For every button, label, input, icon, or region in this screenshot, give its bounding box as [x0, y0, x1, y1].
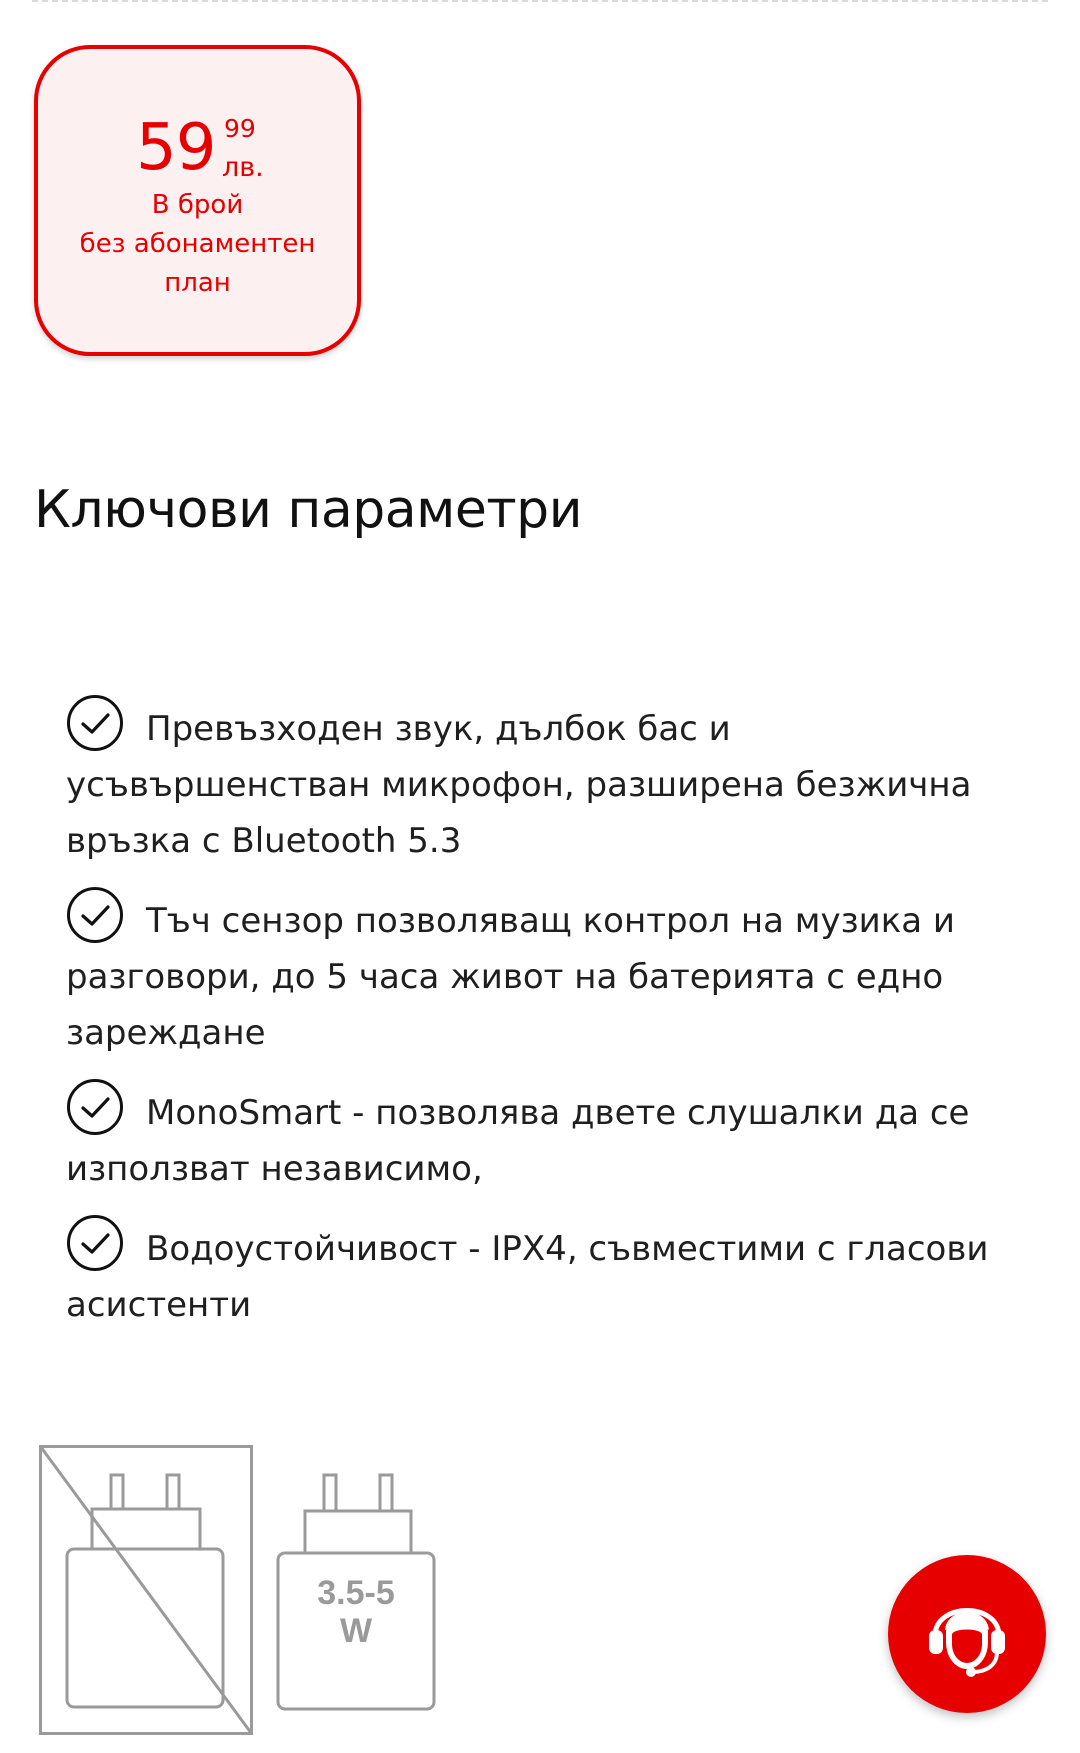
feature-item — [66, 1078, 1026, 1197]
price-card[interactable] — [34, 45, 361, 356]
check-circle-icon — [66, 1078, 124, 1136]
feature-item — [66, 1214, 1026, 1333]
price-note: В брой без абонаментен план — [79, 190, 316, 298]
feature-item — [66, 694, 1026, 869]
charger-power-line1: 3.5-5 — [317, 1574, 395, 1612]
feature-text: Водоустойчивост - IPX4, съвместими с гласови асистенти — [66, 1229, 989, 1325]
check-circle-icon — [66, 694, 124, 752]
top-divider — [32, 0, 1048, 2]
price-row — [38, 111, 357, 191]
feature-text: MonoSmart - позволява двете слушалки да се използват независимо, — [66, 1093, 970, 1189]
no-charger-included-icon — [39, 1445, 253, 1735]
feature-list — [66, 694, 1026, 1350]
price-currency: лв. — [222, 152, 264, 183]
feature-item — [66, 886, 1026, 1061]
price-integer: 59 — [136, 111, 216, 185]
price-decimal: 99 — [224, 114, 256, 143]
feature-text: Превъзходен звук, дълбок бас и усъвършенстван микрофон, разширена безжична връзка с Bluetooth 5.3 — [66, 709, 972, 861]
section-title: Ключови параметри — [34, 480, 582, 540]
charger-power-line2: W — [339, 1612, 373, 1650]
charger-power-icon — [276, 1445, 440, 1735]
headset-support-icon — [917, 1584, 1017, 1684]
feature-text: Тъч сензор позволяващ контрол на музика и разговори, до 5 часа живот на батерията с едно зареждане — [66, 901, 956, 1053]
check-circle-icon — [66, 886, 124, 944]
check-circle-icon — [66, 1214, 124, 1272]
support-chat-button[interactable] — [888, 1555, 1046, 1713]
